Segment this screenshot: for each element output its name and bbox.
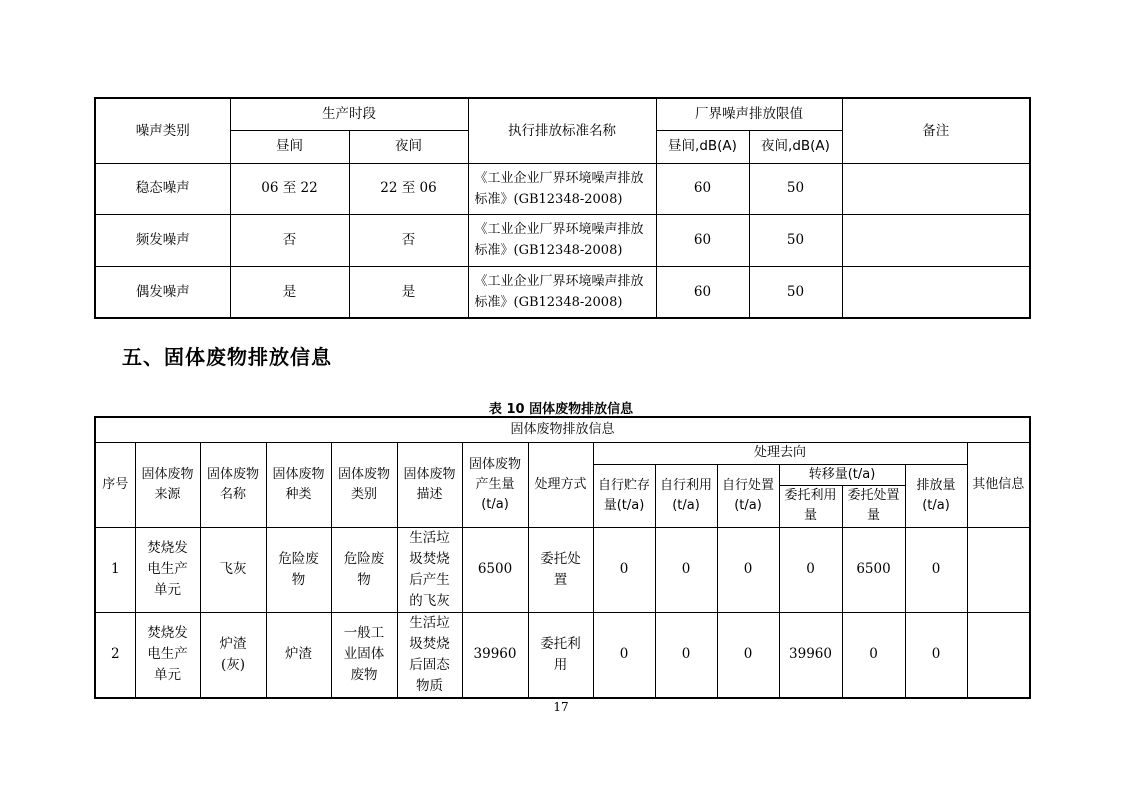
night-period-cell: 否 [349,214,468,266]
header-line: 自行贮存 [597,477,650,493]
day-limit-cell: 60 [656,214,749,266]
standard-line: 《工业企业厂界环境噪声排放 [474,170,644,186]
header-line: (t/a) [734,497,762,513]
header-amount [462,442,528,527]
header-kind [266,442,331,527]
header-other: 其他信息 [967,442,1030,527]
standard-cell [468,163,656,214]
cell-line: (灰) [220,656,246,673]
standard-line: 标准》(GB12348-2008) [474,294,623,310]
page-number: 17 [553,700,569,714]
night-limit-cell: 50 [749,266,842,318]
header-line: (t/a) [922,497,950,513]
seq-cell: 1 [95,527,135,612]
header-standard-name: 执行排放标准名称 [468,98,656,163]
cell-line: 物质 [416,677,443,694]
table-title-cell: 固体废物排放信息 [95,417,1030,442]
description-cell [397,612,462,698]
cell-line: 废物 [350,667,378,683]
header-line: 描述 [416,486,443,502]
cell-line: 单元 [154,582,181,598]
category-cell [331,612,397,698]
cell-line: 炉渣 [219,635,247,652]
header-line: 自行利用 [659,477,712,493]
night-limit-cell: 50 [749,163,842,214]
header-line: 委托处置 [847,488,900,503]
header-line: 量 [866,508,880,523]
discharge-cell: 0 [905,527,967,612]
self-dispose-cell: 0 [717,612,779,698]
header-self-store [593,464,655,527]
table-caption: 表 10 固体废物排放信息 [488,402,634,417]
header-line: 自行处置 [721,477,774,493]
cell-line: 飞灰 [219,561,247,577]
seq-cell: 2 [95,612,135,698]
header-line: 量(t/a) [603,497,645,513]
header-category [331,442,397,527]
header-method: 处理方式 [528,442,593,527]
night-period-cell: 是 [349,266,468,318]
source-cell [135,527,200,612]
noise-emission-table [94,97,1031,319]
header-line: 类别 [350,486,377,502]
entrust-use-cell: 39960 [779,612,842,698]
header-line: 来源 [154,486,181,502]
standard-line: 《工业企业厂界环境噪声排放 [474,273,644,289]
header-line: 固体废物 [403,466,456,482]
table-row [95,214,1030,266]
self-use-cell: 0 [655,612,717,698]
header-self-use [655,464,717,527]
cell-line: 物 [357,571,371,588]
header-line: (t/a) [672,497,700,513]
cell-line: 单元 [154,667,181,683]
header-boundary-limit: 厂界噪声排放限值 [656,98,842,130]
self-use-cell: 0 [655,527,717,612]
entrust-dispose-cell: 6500 [842,527,905,612]
night-period-cell: 22 至 06 [349,163,468,214]
remark-cell [842,163,1030,214]
other-cell [967,612,1030,698]
header-name [200,442,266,527]
cell-line: 危险废 [278,550,319,567]
header-line: 固体废物 [468,456,521,472]
standard-line: 标准》(GB12348-2008) [474,191,623,207]
standard-cell [468,266,656,318]
header-entrust-dispose [842,485,905,527]
cell-line: 一般工 [343,625,385,641]
remark-cell [842,266,1030,318]
cell-line: 焚烧发 [147,625,188,641]
night-limit-cell: 50 [749,214,842,266]
header-production-period: 生产时段 [230,98,468,130]
day-period-cell: 06 至 22 [230,163,349,214]
header-seq: 序号 [95,442,135,527]
header-day: 昼间 [230,130,349,163]
day-period-cell: 否 [230,214,349,266]
self-store-cell: 0 [593,527,655,612]
entrust-use-cell: 0 [779,527,842,612]
remark-cell [842,214,1030,266]
cell-line: 用 [553,656,568,673]
header-discharge [905,464,967,527]
header-night-db: 夜间,dB(A) [749,130,842,163]
header-line: 种类 [285,486,312,502]
source-cell [135,612,200,698]
cell-line: 委托利 [540,635,581,652]
header-transfer: 转移量(t/a) [779,464,905,485]
cell-line: 圾焚烧 [409,635,450,652]
standard-line: 《工业企业厂界环境噪声排放 [474,222,644,237]
header-self-dispose [717,464,779,527]
other-cell [967,527,1030,612]
header-day-db: 昼间,dB(A) [656,130,749,163]
noise-type-cell: 稳态噪声 [95,163,230,214]
solid-waste-table [94,416,1031,699]
method-cell [528,612,593,698]
day-period-cell: 是 [230,266,349,318]
day-limit-cell: 60 [656,163,749,214]
header-line: 名称 [219,486,246,502]
header-description [397,442,462,527]
header-line: 产生量 [475,476,515,492]
discharge-cell: 0 [905,612,967,698]
cell-line: 生活垃 [409,614,450,631]
header-noise-type: 噪声类别 [95,98,230,163]
cell-line: 生活垃 [409,529,450,546]
category-cell [331,527,397,612]
header-destination: 处理去向 [593,442,967,464]
header-source [135,442,200,527]
name-cell [200,527,266,612]
cell-line: 危险废 [343,550,385,567]
header-night: 夜间 [349,130,468,163]
table-row [95,527,1030,612]
cell-line: 焚烧发 [147,540,188,556]
header-line: (t/a) [481,496,509,512]
section-heading: 五、固体废物排放信息 [122,345,332,369]
kind-cell [266,527,331,612]
header-line: 量 [803,508,817,523]
method-cell [528,527,593,612]
cell-line: 电生产 [147,646,188,662]
cell-line: 物 [291,571,306,588]
header-line: 固体废物 [337,466,390,482]
name-cell [200,612,266,698]
standard-cell [468,214,656,266]
day-limit-cell: 60 [656,266,749,318]
header-line: 固体废物 [141,466,194,482]
header-line: 委托利用 [784,488,837,503]
header-line: 排放量 [916,477,956,493]
amount-cell: 6500 [462,527,528,612]
noise-type-cell: 频发噪声 [95,214,230,266]
table-row [95,266,1030,318]
amount-cell: 39960 [462,612,528,698]
table-row [95,163,1030,214]
cell-line: 委托处 [540,550,581,567]
standard-line: 标准》(GB12348-2008) [474,243,623,258]
cell-line: 置 [553,571,568,588]
header-line: 固体废物 [206,466,259,482]
kind-cell [266,612,331,698]
cell-line: 后固态 [409,656,450,673]
self-dispose-cell: 0 [717,527,779,612]
noise-type-cell: 偶发噪声 [95,266,230,318]
description-cell [397,527,462,612]
header-entrust-use [779,485,842,527]
cell-line: 圾焚烧 [409,550,450,567]
self-store-cell: 0 [593,612,655,698]
entrust-dispose-cell: 0 [842,612,905,698]
cell-line: 的飞灰 [409,592,450,609]
cell-line: 电生产 [147,561,188,577]
header-line: 固体废物 [272,466,325,482]
cell-line: 业固体 [343,646,385,662]
cell-line: 后产生 [409,571,450,588]
cell-line: 炉渣 [285,646,312,662]
table-row [95,612,1030,698]
header-remarks: 备注 [842,98,1030,163]
